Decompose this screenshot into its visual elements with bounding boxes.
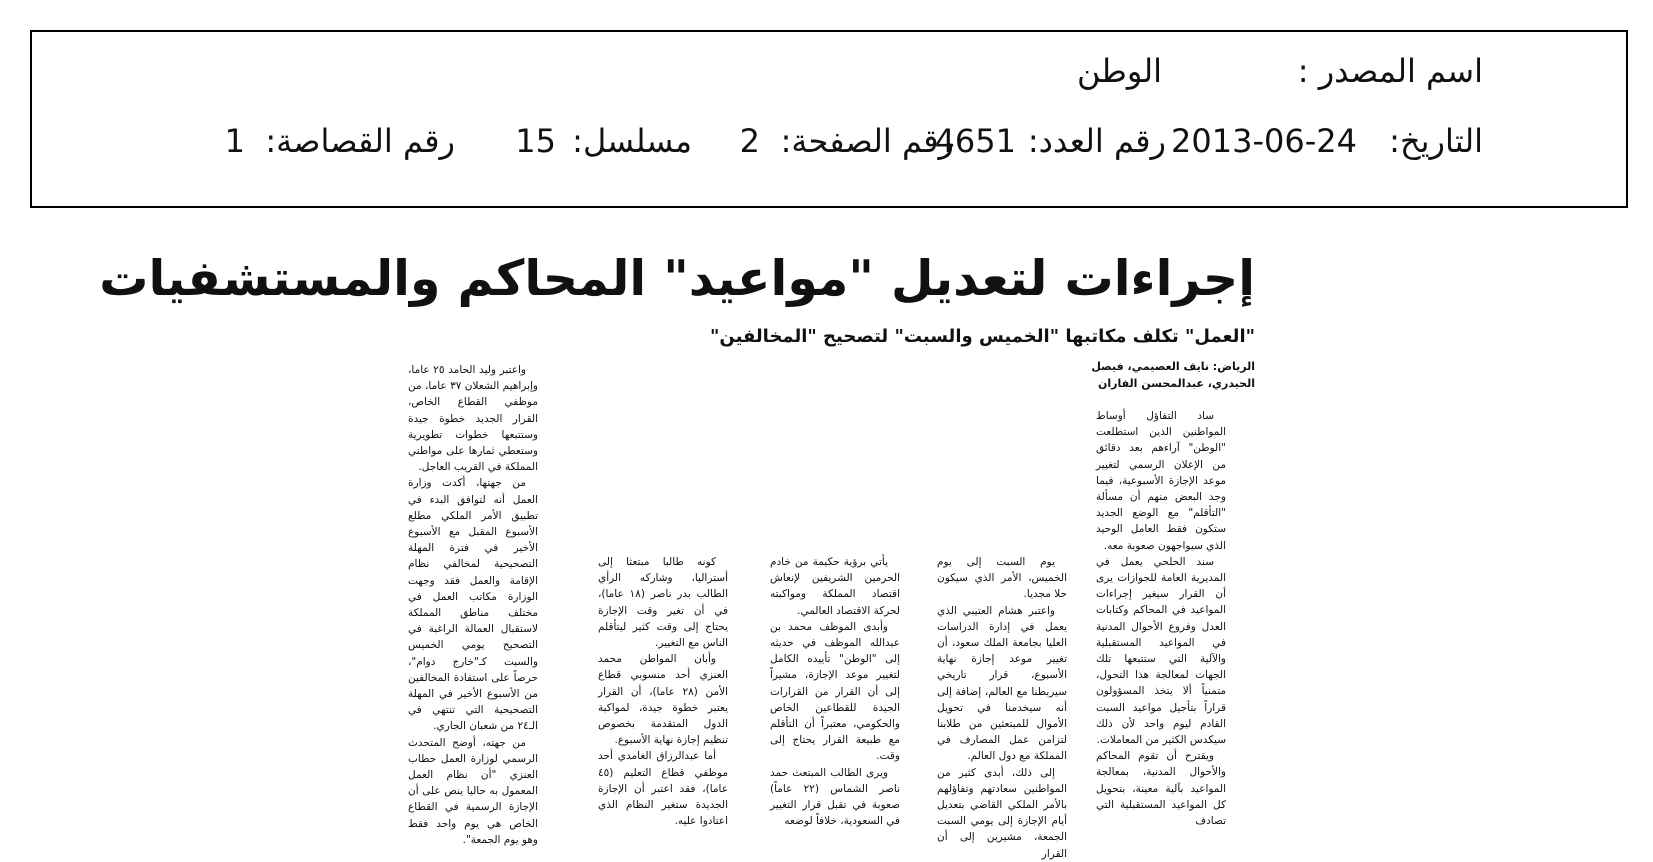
article-paragraph: ويرى الطالب المبتعث حمد ناصر الشماس (٢٢ عاماً) صعوبة في تقبل قرار التغيير في السعودية، خلافاً لوضعه (770, 766, 900, 828)
article-paragraph: واعتبر هشام العتيبي الذي يعمل في إدارة الدراسات العليا بجامعة الملك سعود، أن تغيير موعد إجازة نهاية الأسبوع، قرار تاريخي سيربطنا مع العالم، إضافة إلى أنه سيخدمنا في تحويل الأموال للمبتعثين من طلابنا لتزامن عمل المصارف في المملكة مع دول العالم. (937, 604, 1067, 763)
source-label: اسم المصدر : (1297, 52, 1483, 90)
article-paragraph: ويقترح أن تقوم المحاكم والأحوال المدنية، بمعالجة المواعيد بآلية معينة، بتحويل كل المواعيد المستقبلية التي تصادف (1096, 750, 1226, 828)
article-paragraph: وأبان المواطن محمد العنزي أحد منسوبي قطاع الأمن (٢٨ عاما)، أن القرار يعتبر خطوة جيدة، لمواكبة الدول المتقدمة بخصوص تنظيم إجازة نهاية الأسبوع. (598, 653, 728, 747)
article-paragraph: سند الحلحي يعمل في المديرية العامة للجوازات يرى أن القرار سيغير إجراءات المواعيد في المحاكم وكتابات العدل وفروع الأحوال المدنية في المواعيد المستقبلية والآلية التي ستتبعها تلك الجهات لمعالجة هذا التحول، متمنياً ألا يتخذ المسؤولون قراراً بتأجيل مواعيد السبت القادم ليوم واحد لأن ذلك سيكدس الكثير من المعاملات. (1096, 555, 1226, 747)
date-label: التاريخ: (1389, 122, 1483, 160)
article-paragraph: واعتبر وليد الحامد ٢٥ عاما، وإبراهيم الشعلان ٣٧ عاما، من موظفي القطاع الخاص، القرار الجديد خطوة جيدة وستتبعها خطوات تطويرية وستعطي ثمارها على مواطني المملكة في القريب العاجل. (408, 364, 538, 474)
article-paragraph: كونه طالبا مبتعثا إلى أستراليا، وشاركه الرأي الطالب بدر ناصر (١٨ عاما)، في أن تغير وقت الإجازة يحتاج إلى وقت كثير ليتأقلم الناس مع التغيير. (598, 556, 728, 650)
serial-label: مسلسل: (572, 122, 692, 160)
article-paragraph: وأبدى الموظف محمد بن عبدالله الموظف في حديثه إلى "الوطن" تأييده الكامل لتغيير موعد الإجازة، مشيراً إلى أن القرار من القرارات الجيدة للقطاعين الخاص والحكومي، معتبراً أن التأقلم مع طبيعة القرار يحتاج إلى وقت. (770, 620, 900, 763)
date-value: 2013-06-24 (1171, 122, 1357, 160)
article-column-3 (770, 554, 900, 828)
article-byline: الرياض: نايف العصيمي، فيصل الحيدري، عبدالمحسن الفاران (1091, 360, 1255, 390)
serial-value: 15 (515, 122, 556, 160)
issue-label: رقم العدد: (1027, 122, 1166, 160)
article-column-5 (408, 362, 538, 846)
article-column-4 (598, 554, 728, 828)
article-headline: إجراءات لتعديل "مواعيد" المحاكم والمستشفيات (99, 250, 1255, 307)
clip-label: رقم القصاصة: (265, 122, 455, 160)
page-value: 2 (739, 122, 760, 160)
article-column-2 (937, 554, 1067, 860)
article-paragraph: يأتي برؤية حكيمة من خادم الحرمين الشريفين لإنعاش اقتصاد المملكة ومواكبته لحركة الاقتصاد العالمي. (770, 556, 900, 617)
article-paragraph: يوم السبت إلى يوم الخميس، الأمر الذي سيكون حلا مجديا. (937, 556, 1067, 601)
article-paragraph: من جهتها، أكدت وزارة العمل أنه لتوافق البدء في تطبيق الأمر الملكي مطلع الأسبوع المقبل مع الأسبوع الأخير في فترة المهلة التصحيحية لمخالفي نظام الإقامة والعمل فقد وجهت الوزارة مكاتب العمل في مختلف مناطق المملكة لاستقبال العمالة الراغبة في التصحيح يومي الخميس والسبت كـ"خارج دوام"، حرصاً على استفادة المخالفين من الأسبوع الأخير في المهلة التصحيحية التي تنتهي في الـ٢٤ من شعبان الجاري. (408, 477, 538, 733)
page-label: رقم الصفحة: (780, 122, 954, 160)
article-paragraph: من جهته، أوضح المتحدث الرسمي لوزارة العمل حطاب العنزي "أن نظام العمل المعمول به حاليا ينص على أن الإجازة الرسمية في القطاع الخاص هي يوم واحد فقط وهو يوم الجمعة". (408, 736, 538, 846)
article-subheadline: "العمل" تكلف مكاتبها "الخميس والسبت" لتصحيح "المخالفين" (710, 326, 1255, 347)
article-paragraph: إلى ذلك، أبدى كثير من المواطنين سعادتهم وتفاؤلهم بالأمر الملكي القاضي بتعديل أيام الإجازة إلى يومي السبت الجمعة، مشيرين إلى أن القرار (937, 766, 1067, 860)
article-paragraph: أما عبدالرزاق الغامدي أحد موظفي قطاع التعليم (٤٥ عاما)، فقد اعتبر أن الإجازة الجديدة ستغير النظام الذي اعتادوا عليه. (598, 750, 728, 828)
article-column-1 (1096, 408, 1226, 828)
article-paragraph: ساد التفاؤل أوساط المواطنين الذين استطلعت "الوطن" آراءهم بعد دقائق من الإعلان الرسمي لتغيير موعد الإجازة الأسبوعية، فيما وجد البعض منهم أن مسألة "التأقلم" مع الوضع الجديد ستكون فقط العامل الوحيد الذي سيواجهون صعوبة معه. (1096, 410, 1226, 552)
source-value: الوطن (1077, 52, 1162, 90)
issue-value: 4651 (934, 122, 1016, 160)
clip-value: 1 (224, 122, 245, 160)
